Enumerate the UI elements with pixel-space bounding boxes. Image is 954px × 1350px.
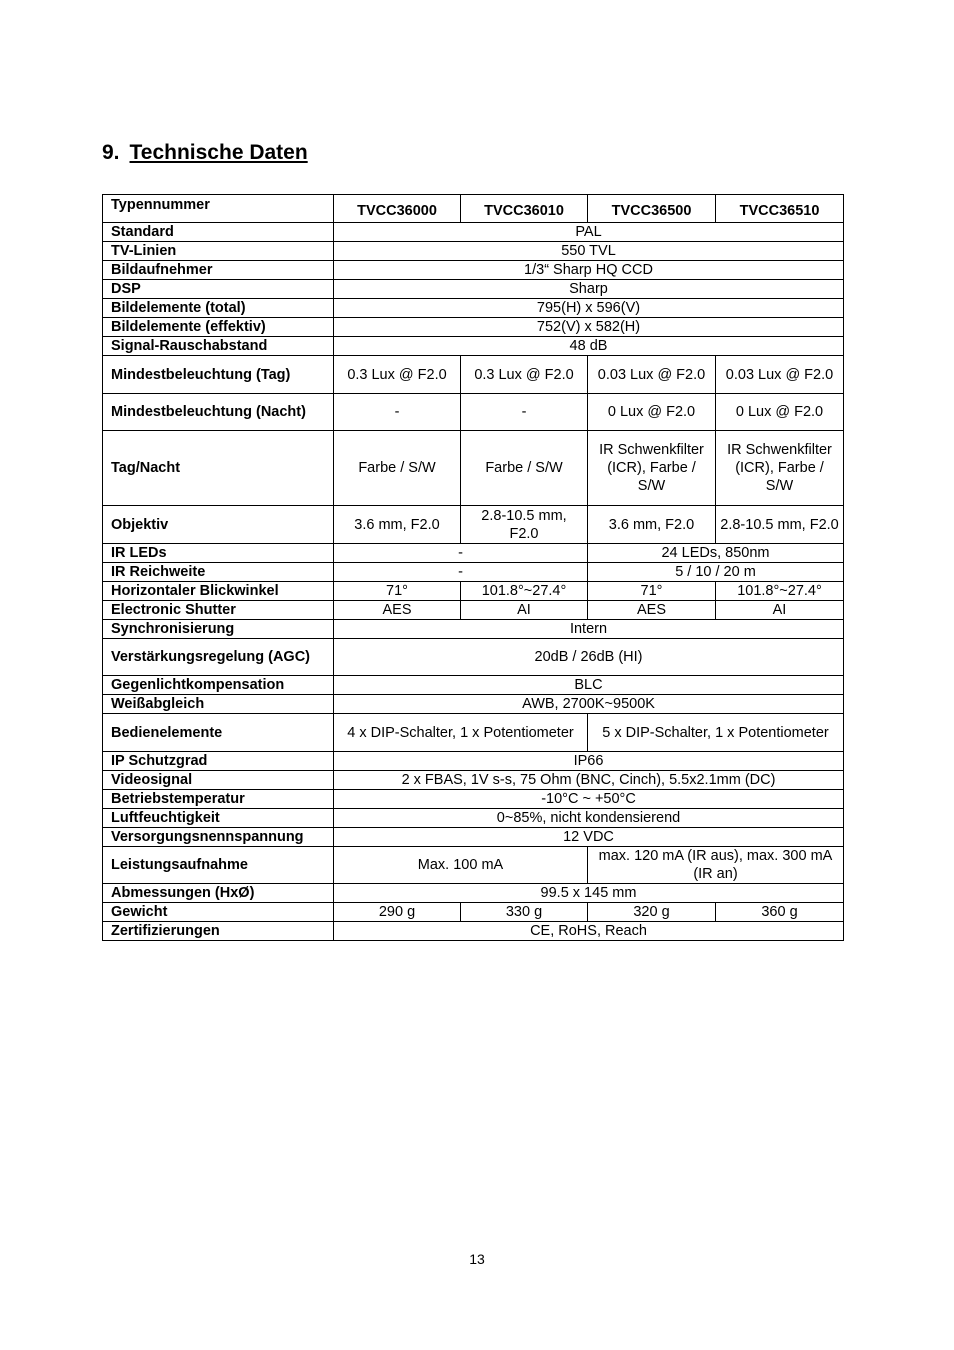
value-cell: 99.5 x 145 mm [334, 884, 844, 903]
value-cell: IP66 [334, 752, 844, 771]
value-cell: 2 x FBAS, 1V s-s, 75 Ohm (BNC, Cinch), 5.5x2.1mm (DC) [334, 771, 844, 790]
value-cell: 2.8-10.5 mm, F2.0 [461, 506, 588, 544]
row-label: Electronic Shutter [103, 601, 334, 620]
table-header-row [103, 195, 844, 223]
row-label: Gewicht [103, 903, 334, 922]
value-cell: 0~85%, nicht kondensierend [334, 809, 844, 828]
value-cell: BLC [334, 676, 844, 695]
table-row [103, 790, 844, 809]
table-row [103, 280, 844, 299]
row-label: Luftfeuchtigkeit [103, 809, 334, 828]
table-row [103, 356, 844, 394]
table-row [103, 563, 844, 582]
row-label: Weißabgleich [103, 695, 334, 714]
table-row [103, 676, 844, 695]
model-header: TVCC36510 [716, 195, 844, 223]
value-cell: 3.6 mm, F2.0 [334, 506, 461, 544]
table-row [103, 337, 844, 356]
table-row [103, 582, 844, 601]
row-label: IP Schutzgrad [103, 752, 334, 771]
page-number: 13 [469, 1251, 485, 1267]
value-cell: IR Schwenkfilter (ICR), Farbe / S/W [588, 431, 716, 506]
value-cell: 1/3“ Sharp HQ CCD [334, 261, 844, 280]
value-cell: 48 dB [334, 337, 844, 356]
table-row [103, 261, 844, 280]
table-row [103, 431, 844, 506]
table-row [103, 394, 844, 431]
value-cell: max. 120 mA (IR aus), max. 300 mA (IR an) [588, 847, 844, 884]
model-header: TVCC36000 [334, 195, 461, 223]
section-number: 9. [102, 141, 120, 164]
row-label: Objektiv [103, 506, 334, 544]
table-row [103, 922, 844, 941]
row-label: Videosignal [103, 771, 334, 790]
row-label: Leistungsaufnahme [103, 847, 334, 884]
value-cell: PAL [334, 223, 844, 242]
row-label: Standard [103, 223, 334, 242]
value-cell: - [461, 394, 588, 431]
row-label: Abmessungen (HxØ) [103, 884, 334, 903]
table-row [103, 809, 844, 828]
value-cell: IR Schwenkfilter (ICR), Farbe / S/W [716, 431, 844, 506]
value-cell: - [334, 563, 588, 582]
model-header: TVCC36010 [461, 195, 588, 223]
value-cell: 0.03 Lux @ F2.0 [588, 356, 716, 394]
table-row [103, 601, 844, 620]
table-row [103, 903, 844, 922]
row-label: TV-Linien [103, 242, 334, 261]
table-row [103, 639, 844, 676]
value-cell: 24 LEDs, 850nm [588, 544, 844, 563]
row-label: Bedienelemente [103, 714, 334, 752]
section-title: Technische Daten [129, 141, 308, 164]
row-label: Bildelemente (effektiv) [103, 318, 334, 337]
value-cell: 290 g [334, 903, 461, 922]
value-cell: 0 Lux @ F2.0 [716, 394, 844, 431]
row-label: Synchronisierung [103, 620, 334, 639]
value-cell: 330 g [461, 903, 588, 922]
row-label: Zertifizierungen [103, 922, 334, 941]
value-cell: Farbe / S/W [334, 431, 461, 506]
table-row [103, 318, 844, 337]
table-row [103, 506, 844, 544]
value-cell: 12 VDC [334, 828, 844, 847]
row-label: Bildelemente (total) [103, 299, 334, 318]
table-row [103, 714, 844, 752]
table-row [103, 828, 844, 847]
value-cell: 0.03 Lux @ F2.0 [716, 356, 844, 394]
row-label: Horizontaler Blickwinkel [103, 582, 334, 601]
row-label: Tag/Nacht [103, 431, 334, 506]
row-label: IR LEDs [103, 544, 334, 563]
value-cell: Farbe / S/W [461, 431, 588, 506]
value-cell: 0.3 Lux @ F2.0 [461, 356, 588, 394]
spec-table [102, 194, 844, 941]
row-label: Verstärkungsregelung (AGC) [103, 639, 334, 676]
table-row [103, 544, 844, 563]
value-cell: 5 / 10 / 20 m [588, 563, 844, 582]
row-label: Gegenlichtkompensation [103, 676, 334, 695]
value-cell: 0 Lux @ F2.0 [588, 394, 716, 431]
value-cell: 20dB / 26dB (HI) [334, 639, 844, 676]
value-cell: AI [716, 601, 844, 620]
table-row [103, 695, 844, 714]
value-cell: 4 x DIP-Schalter, 1 x Potentiometer [334, 714, 588, 752]
row-label: Mindestbeleuchtung (Nacht) [103, 394, 334, 431]
section-heading [102, 141, 308, 165]
row-label: Bildaufnehmer [103, 261, 334, 280]
row-label: Signal-Rauschabstand [103, 337, 334, 356]
value-cell: 71° [588, 582, 716, 601]
value-cell: CE, RoHS, Reach [334, 922, 844, 941]
table-row [103, 847, 844, 884]
value-cell: Intern [334, 620, 844, 639]
row-label: DSP [103, 280, 334, 299]
value-cell: 795(H) x 596(V) [334, 299, 844, 318]
value-cell: 3.6 mm, F2.0 [588, 506, 716, 544]
value-cell: - [334, 394, 461, 431]
row-label: Betriebstemperatur [103, 790, 334, 809]
table-row [103, 223, 844, 242]
row-label: Versorgungsnennspannung [103, 828, 334, 847]
value-cell: 360 g [716, 903, 844, 922]
table-row [103, 242, 844, 261]
header-label: Typennummer [103, 195, 334, 223]
value-cell: 752(V) x 582(H) [334, 318, 844, 337]
value-cell: 71° [334, 582, 461, 601]
value-cell: 2.8-10.5 mm, F2.0 [716, 506, 844, 544]
value-cell: Sharp [334, 280, 844, 299]
value-cell: AI [461, 601, 588, 620]
value-cell: 101.8°~27.4° [716, 582, 844, 601]
value-cell: 320 g [588, 903, 716, 922]
value-cell: AES [334, 601, 461, 620]
value-cell: 5 x DIP-Schalter, 1 x Potentiometer [588, 714, 844, 752]
row-label: IR Reichweite [103, 563, 334, 582]
table-row [103, 884, 844, 903]
value-cell: AWB, 2700K~9500K [334, 695, 844, 714]
table-row [103, 620, 844, 639]
value-cell: 550 TVL [334, 242, 844, 261]
row-label: Mindestbeleuchtung (Tag) [103, 356, 334, 394]
value-cell: 101.8°~27.4° [461, 582, 588, 601]
table-row [103, 299, 844, 318]
value-cell: - [334, 544, 588, 563]
table-row [103, 752, 844, 771]
value-cell: 0.3 Lux @ F2.0 [334, 356, 461, 394]
value-cell: AES [588, 601, 716, 620]
value-cell: -10°C ~ +50°C [334, 790, 844, 809]
value-cell: Max. 100 mA [334, 847, 588, 884]
table-row [103, 771, 844, 790]
model-header: TVCC36500 [588, 195, 716, 223]
